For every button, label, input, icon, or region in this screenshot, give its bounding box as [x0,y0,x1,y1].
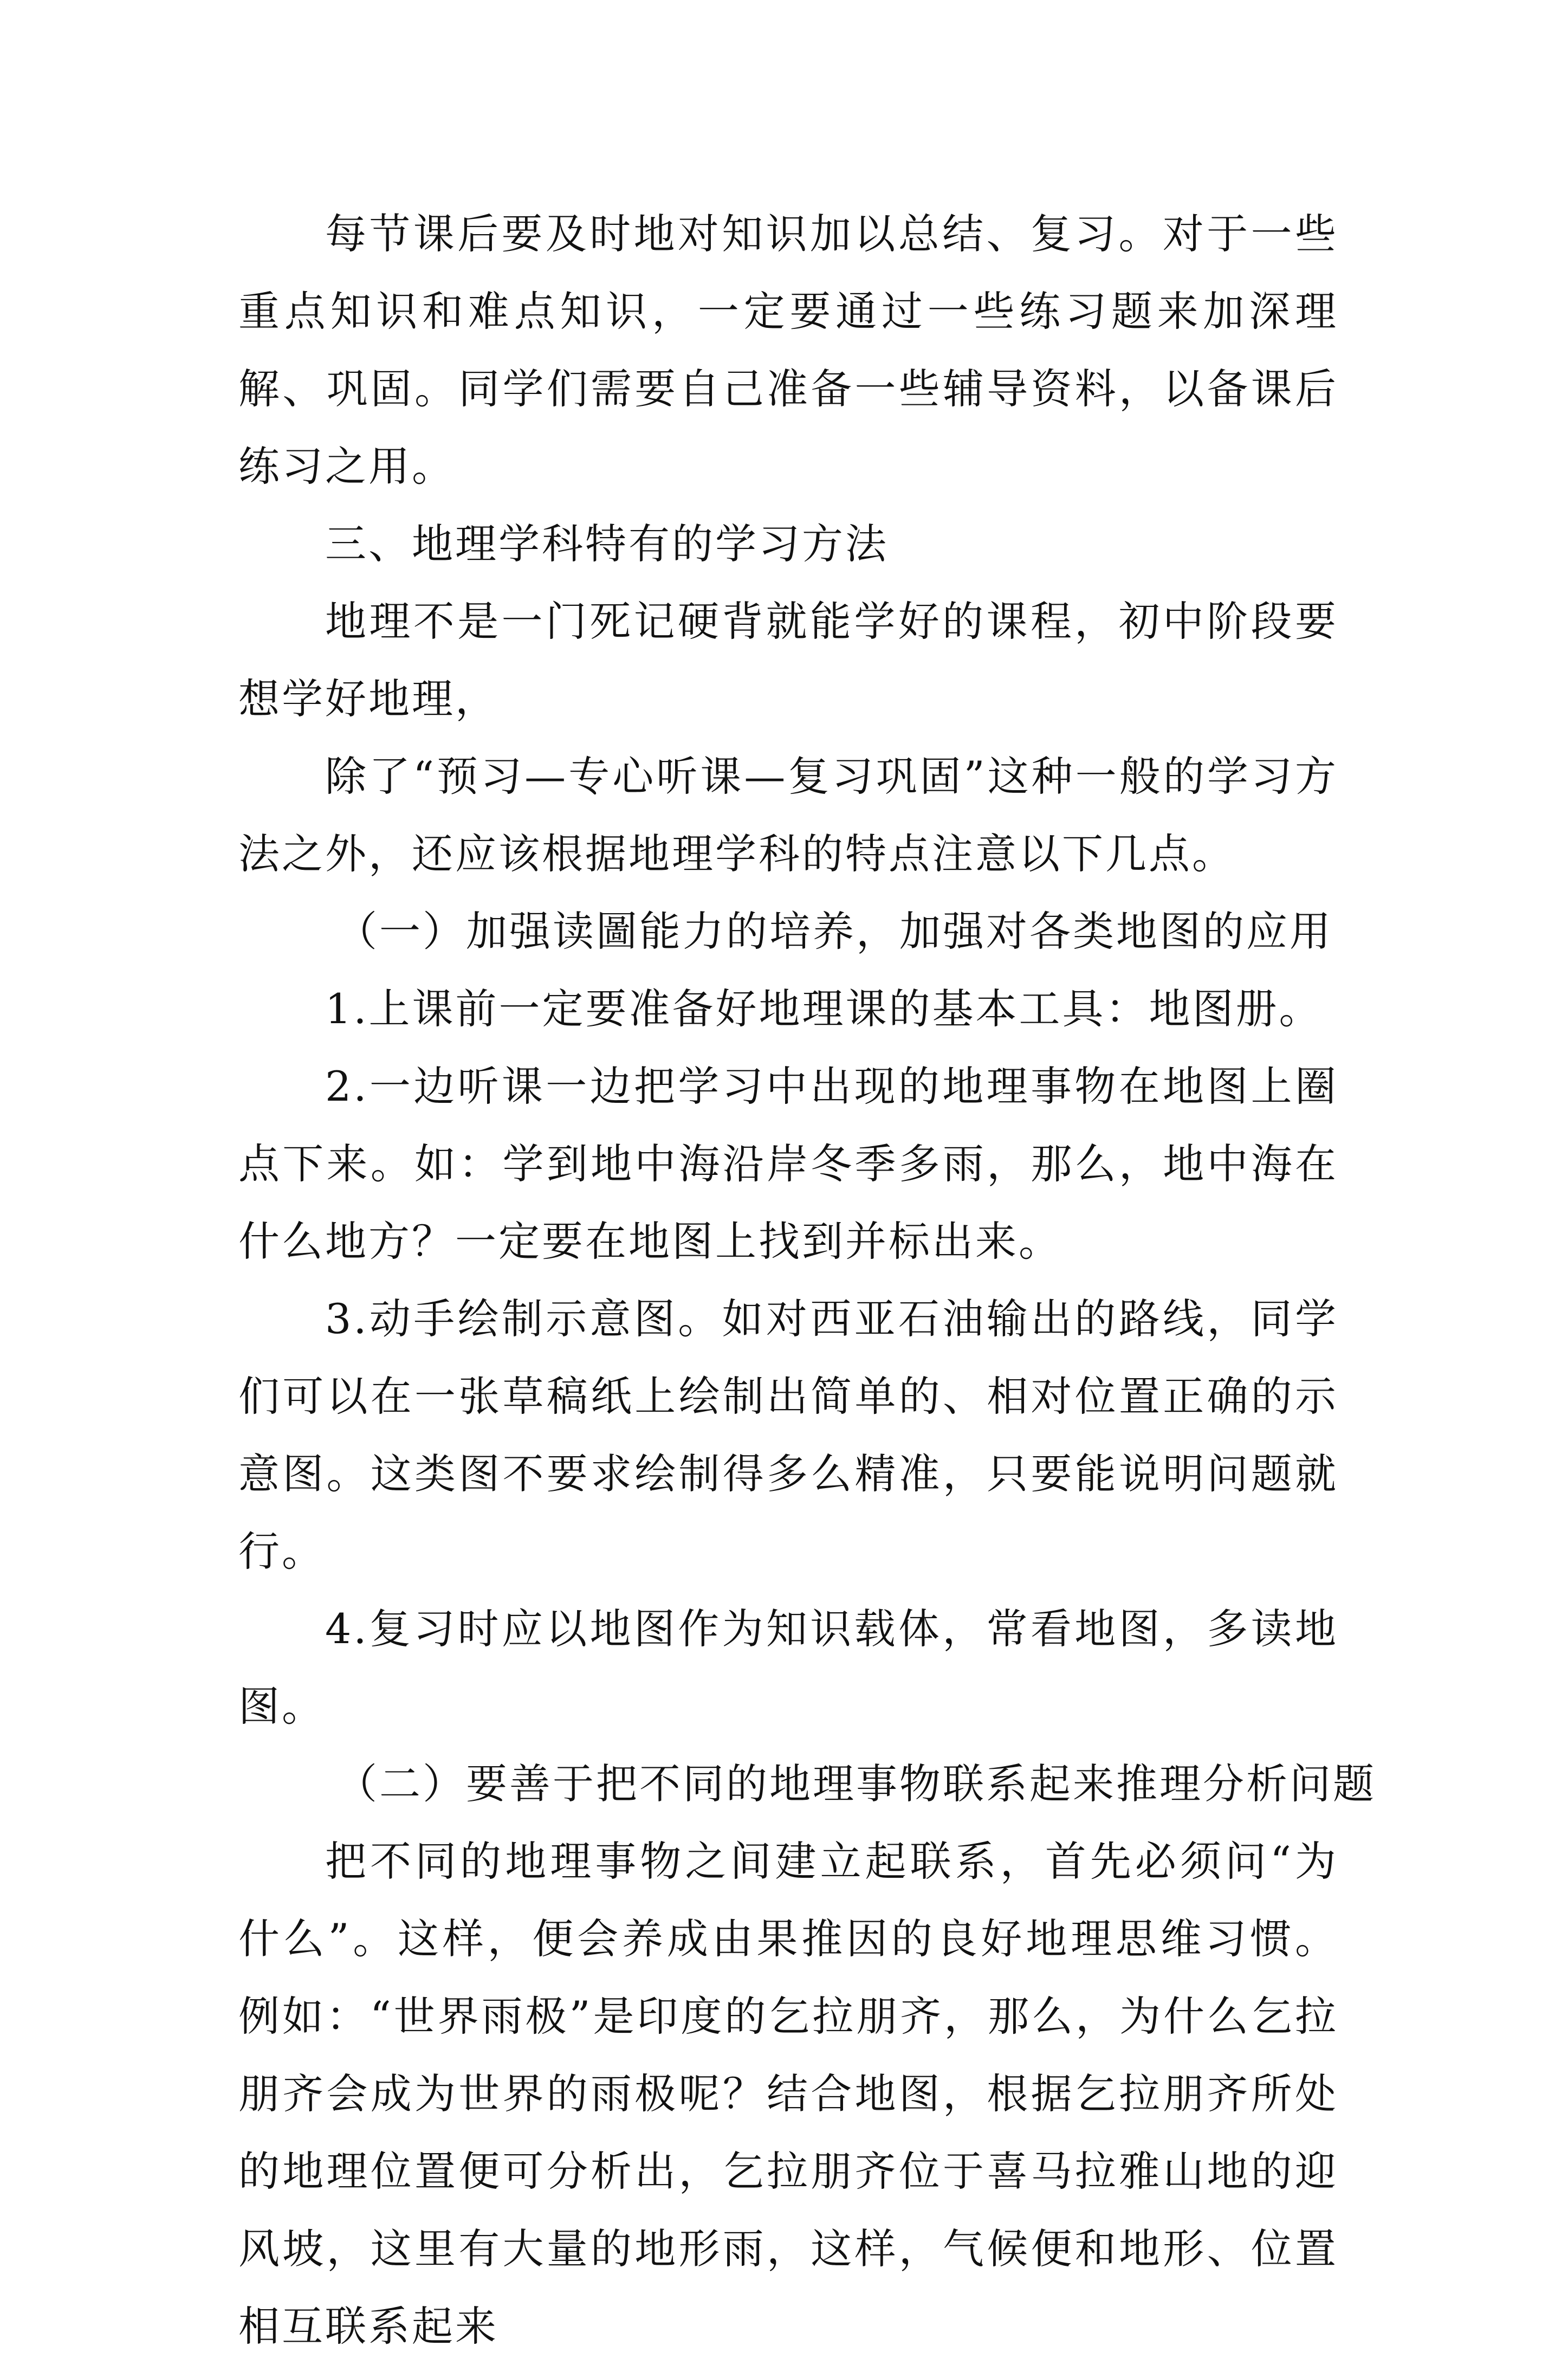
list-item-3: 3.动手绘制示意图。如对西亚石油输出的路线，同学们可以在一张草稿纸上绘制出简单的、相对位置正确的示意图。这类图不要求绘制得多么精准，只要能说明问题就行。 [238,1295,1338,1575]
paragraph-why-reasoning: 把不同的地理事物之间建立起联系，首先必须问“为什么”。这样，便会养成由果推因的良好地理思维习惯。例如：“世界雨极”是印度的乞拉朋齐，那么，为什么乞拉朋齐会成为世界的雨极呢？结合地图，根据乞拉朋齐所处的地理位置便可分析出，乞拉朋齐位于喜马拉雅山地的迎风坡，这里有大量的地形雨，这样，气候便和地形、位置相互联系起来 [238,1837,1338,2350]
list-item-1: 1.上课前一定要准备好地理课的基本工具：地图册。 [325,985,1323,1033]
subheading-connect-things: （二）要善于把不同的地理事物联系起来推理分析问题 [336,1760,1376,1808]
paragraph-general-methods: 除了“预习—专心听课—复习巩固”这种一般的学习方法之外，还应该根据地理学科的特点注意以下几点。 [238,752,1338,878]
section-heading-geography-methods: 三、地理学科特有的学习方法 [325,520,889,568]
list-item-2: 2.一边听课一边把学习中出现的地理事物在地图上圈点下来。如：学到地中海沿岸冬季多雨，那么，地中海在什么地方？一定要在地图上找到并标出来。 [238,1062,1338,1265]
paragraph-review-summary: 每节课后要及时地对知识加以总结、复习。对于一些重点知识和难点知识，一定要通过一些练习题来加深理解、巩固。同学们需要自己准备一些辅导资料，以备课后练习之用。 [238,210,1338,490]
paragraph-not-rote-learning: 地理不是一门死记硬背就能学好的课程，初中阶段要想学好地理， [238,597,1338,723]
list-item-4: 4.复习时应以地图作为知识载体，常看地图，多读地图。 [238,1605,1338,1730]
subheading-map-reading: （一）加强读圖能力的培养，加强对各类地图的应用 [336,907,1333,955]
document-body [238,195,1376,2365]
